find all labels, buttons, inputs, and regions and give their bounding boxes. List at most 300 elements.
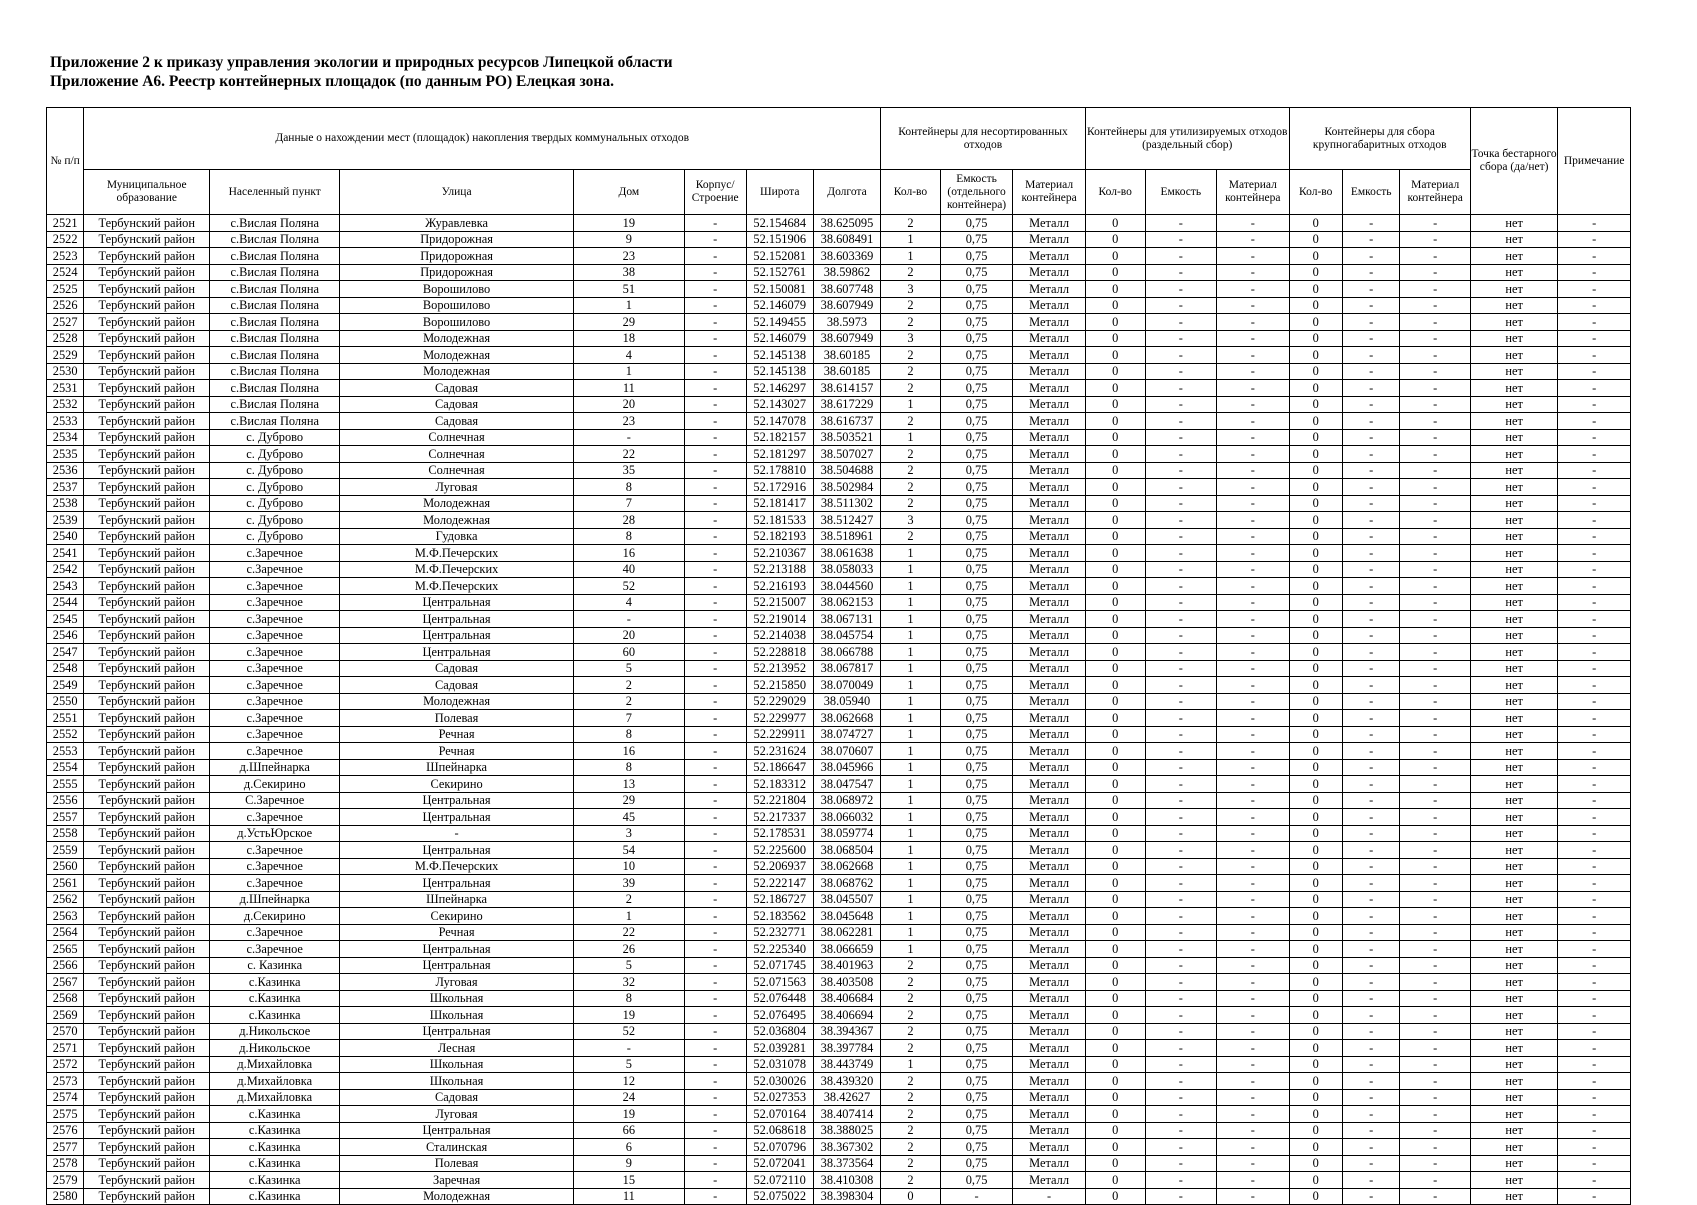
cell-street: Придорожная (340, 264, 574, 281)
cell-unsorted-material: Металл (1013, 446, 1086, 463)
cell-street: Сталинская (340, 1139, 574, 1156)
cell-municipality: Тербунский район (84, 792, 210, 809)
cell-unsorted-capacity: 0,75 (940, 941, 1013, 958)
cell-longitude: 38.512427 (813, 512, 880, 529)
cell-street: Ворошилово (340, 297, 574, 314)
cell-bagless-point: нет (1470, 611, 1557, 628)
cell-house: 23 (573, 413, 684, 430)
cell-bulky-material: - (1400, 957, 1470, 974)
cell-bagless-point: нет (1470, 990, 1557, 1007)
cell-street: Лесная (340, 1040, 574, 1057)
cell-latitude: 52.214038 (746, 627, 813, 644)
cell-separate-count: 0 (1085, 908, 1145, 925)
cell-bulky-material: - (1400, 561, 1470, 578)
cell-bagless-point: нет (1470, 281, 1557, 298)
cell-bulky-capacity: - (1342, 792, 1400, 809)
cell-municipality: Тербунский район (84, 264, 210, 281)
cell-separate-material: - (1217, 809, 1290, 826)
cell-unsorted-material: Металл (1013, 1073, 1086, 1090)
cell-row-number: 2564 (47, 924, 84, 941)
header-municipality: Муниципальное образование (84, 170, 210, 215)
cell-separate-capacity: - (1145, 776, 1216, 793)
cell-separate-material: - (1217, 957, 1290, 974)
cell-street: Шпейнарка (340, 759, 574, 776)
cell-street: Молодежная (340, 693, 574, 710)
cell-separate-material: - (1217, 429, 1290, 446)
cell-separate-material: - (1217, 924, 1290, 941)
cell-bulky-capacity: - (1342, 446, 1400, 463)
cell-unsorted-count: 2 (881, 413, 941, 430)
cell-unsorted-capacity: 0,75 (940, 792, 1013, 809)
cell-note: - (1558, 1023, 1631, 1040)
cell-bagless-point: нет (1470, 545, 1557, 562)
cell-settlement: с.Заречное (210, 660, 340, 677)
cell-note: - (1558, 974, 1631, 991)
cell-latitude: 52.217337 (746, 809, 813, 826)
cell-row-number: 2575 (47, 1106, 84, 1123)
cell-settlement: с.Заречное (210, 842, 340, 859)
cell-building: - (684, 330, 746, 347)
cell-latitude: 52.215007 (746, 594, 813, 611)
cell-unsorted-material: Металл (1013, 842, 1086, 859)
cell-unsorted-material: Металл (1013, 792, 1086, 809)
cell-building: - (684, 413, 746, 430)
cell-unsorted-capacity: 0,75 (940, 528, 1013, 545)
cell-longitude: 38.074727 (813, 726, 880, 743)
cell-longitude: 38.603369 (813, 248, 880, 265)
cell-note: - (1558, 512, 1631, 529)
cell-street: Луговая (340, 1106, 574, 1123)
cell-separate-capacity: - (1145, 396, 1216, 413)
cell-house: 20 (573, 627, 684, 644)
cell-bagless-point: нет (1470, 842, 1557, 859)
table-row (47, 347, 1631, 364)
cell-bulky-capacity: - (1342, 594, 1400, 611)
cell-unsorted-capacity: 0,75 (940, 413, 1013, 430)
cell-separate-material: - (1217, 1106, 1290, 1123)
cell-street: Полевая (340, 710, 574, 727)
cell-bulky-material: - (1400, 693, 1470, 710)
cell-unsorted-capacity: 0,75 (940, 1172, 1013, 1189)
cell-street: Центральная (340, 875, 574, 892)
cell-longitude: 38.070607 (813, 743, 880, 760)
cell-building: - (684, 314, 746, 331)
cell-bulky-capacity: - (1342, 776, 1400, 793)
cell-unsorted-material: Металл (1013, 875, 1086, 892)
cell-municipality: Тербунский район (84, 759, 210, 776)
cell-row-number: 2572 (47, 1056, 84, 1073)
cell-unsorted-count: 2 (881, 215, 941, 232)
header-bulky-capacity: Емкость (1342, 170, 1400, 215)
cell-bulky-capacity: - (1342, 264, 1400, 281)
table-row (47, 495, 1631, 512)
cell-municipality: Тербунский район (84, 875, 210, 892)
cell-municipality: Тербунский район (84, 330, 210, 347)
cell-note: - (1558, 1188, 1631, 1205)
cell-separate-count: 0 (1085, 957, 1145, 974)
cell-separate-material: - (1217, 347, 1290, 364)
cell-row-number: 2537 (47, 479, 84, 496)
cell-bulky-count: 0 (1289, 413, 1342, 430)
cell-house: 11 (573, 380, 684, 397)
cell-note: - (1558, 825, 1631, 842)
cell-unsorted-capacity: 0,75 (940, 990, 1013, 1007)
cell-unsorted-material: Металл (1013, 858, 1086, 875)
cell-house: 23 (573, 248, 684, 265)
table-row (47, 875, 1631, 892)
cell-latitude: 52.072041 (746, 1155, 813, 1172)
cell-settlement: с.Вислая Поляна (210, 396, 340, 413)
cell-street: Садовая (340, 396, 574, 413)
cell-separate-material: - (1217, 512, 1290, 529)
cell-unsorted-capacity: 0,75 (940, 462, 1013, 479)
cell-note: - (1558, 908, 1631, 925)
table-row (47, 363, 1631, 380)
cell-row-number: 2578 (47, 1155, 84, 1172)
cell-unsorted-material: Металл (1013, 1139, 1086, 1156)
cell-bulky-capacity: - (1342, 495, 1400, 512)
cell-separate-capacity: - (1145, 281, 1216, 298)
cell-separate-capacity: - (1145, 248, 1216, 265)
cell-unsorted-material: Металл (1013, 528, 1086, 545)
cell-separate-count: 0 (1085, 578, 1145, 595)
cell-bulky-material: - (1400, 627, 1470, 644)
cell-bagless-point: нет (1470, 1056, 1557, 1073)
cell-street: Школьная (340, 1073, 574, 1090)
cell-settlement: д.Михайловка (210, 1089, 340, 1106)
cell-separate-capacity: - (1145, 990, 1216, 1007)
cell-settlement: с.Заречное (210, 743, 340, 760)
cell-separate-material: - (1217, 297, 1290, 314)
header-no: № п/п (47, 108, 84, 215)
cell-settlement: с.Вислая Поляна (210, 215, 340, 232)
cell-bulky-capacity: - (1342, 231, 1400, 248)
table-row (47, 231, 1631, 248)
cell-settlement: с.Заречное (210, 594, 340, 611)
cell-unsorted-count: 2 (881, 1139, 941, 1156)
cell-building: - (684, 561, 746, 578)
cell-house: 11 (573, 1188, 684, 1205)
cell-bulky-material: - (1400, 231, 1470, 248)
cell-unsorted-capacity: 0,75 (940, 1106, 1013, 1123)
cell-latitude: 52.183562 (746, 908, 813, 925)
cell-bulky-count: 0 (1289, 809, 1342, 826)
cell-house: 32 (573, 974, 684, 991)
cell-separate-count: 0 (1085, 1007, 1145, 1024)
cell-unsorted-count: 1 (881, 842, 941, 859)
cell-separate-capacity: - (1145, 215, 1216, 232)
cell-unsorted-capacity: - (940, 1188, 1013, 1205)
cell-bulky-material: - (1400, 347, 1470, 364)
cell-separate-count: 0 (1085, 644, 1145, 661)
header-house: Дом (573, 170, 684, 215)
cell-longitude: 38.058033 (813, 561, 880, 578)
cell-house: 66 (573, 1122, 684, 1139)
cell-street: Центральная (340, 842, 574, 859)
cell-bulky-count: 0 (1289, 1073, 1342, 1090)
cell-unsorted-capacity: 0,75 (940, 743, 1013, 760)
cell-note: - (1558, 1040, 1631, 1057)
cell-bagless-point: нет (1470, 1122, 1557, 1139)
cell-separate-material: - (1217, 759, 1290, 776)
cell-municipality: Тербунский район (84, 1023, 210, 1040)
cell-building: - (684, 1089, 746, 1106)
cell-separate-count: 0 (1085, 990, 1145, 1007)
table-body (47, 215, 1631, 1205)
table-row (47, 446, 1631, 463)
cell-separate-material: - (1217, 1089, 1290, 1106)
cell-building: - (684, 446, 746, 463)
cell-row-number: 2544 (47, 594, 84, 611)
cell-separate-capacity: - (1145, 1172, 1216, 1189)
cell-bulky-capacity: - (1342, 1073, 1400, 1090)
cell-street: Молодежная (340, 512, 574, 529)
cell-municipality: Тербунский район (84, 726, 210, 743)
cell-bulky-capacity: - (1342, 380, 1400, 397)
header-longitude: Долгота (813, 170, 880, 215)
cell-bagless-point: нет (1470, 660, 1557, 677)
table-row (47, 660, 1631, 677)
cell-latitude: 52.147078 (746, 413, 813, 430)
cell-unsorted-material: Металл (1013, 677, 1086, 694)
cell-bulky-capacity: - (1342, 941, 1400, 958)
cell-latitude: 52.182193 (746, 528, 813, 545)
cell-note: - (1558, 792, 1631, 809)
cell-bulky-material: - (1400, 330, 1470, 347)
cell-bulky-count: 0 (1289, 743, 1342, 760)
cell-bulky-capacity: - (1342, 561, 1400, 578)
cell-separate-capacity: - (1145, 644, 1216, 661)
cell-longitude: 38.367302 (813, 1139, 880, 1156)
cell-street: Центральная (340, 1023, 574, 1040)
cell-settlement: д.УстьЮрское (210, 825, 340, 842)
table-row (47, 512, 1631, 529)
cell-separate-material: - (1217, 561, 1290, 578)
cell-row-number: 2568 (47, 990, 84, 1007)
cell-longitude: 38.443749 (813, 1056, 880, 1073)
table-row (47, 726, 1631, 743)
table-row (47, 429, 1631, 446)
cell-settlement: д.Шпейнарка (210, 891, 340, 908)
cell-separate-material: - (1217, 578, 1290, 595)
cell-unsorted-count: 1 (881, 759, 941, 776)
cell-bulky-material: - (1400, 858, 1470, 875)
cell-bulky-material: - (1400, 825, 1470, 842)
cell-house: 1 (573, 363, 684, 380)
cell-bagless-point: нет (1470, 1089, 1557, 1106)
cell-unsorted-capacity: 0,75 (940, 297, 1013, 314)
table-row (47, 545, 1631, 562)
cell-building: - (684, 1188, 746, 1205)
cell-separate-count: 0 (1085, 677, 1145, 694)
cell-row-number: 2573 (47, 1073, 84, 1090)
cell-unsorted-material: Металл (1013, 380, 1086, 397)
cell-bulky-material: - (1400, 1139, 1470, 1156)
cell-unsorted-capacity: 0,75 (940, 231, 1013, 248)
cell-street: Придорожная (340, 231, 574, 248)
cell-street: Луговая (340, 479, 574, 496)
cell-unsorted-count: 1 (881, 644, 941, 661)
cell-longitude: 38.05940 (813, 693, 880, 710)
table-row (47, 1073, 1631, 1090)
cell-separate-count: 0 (1085, 726, 1145, 743)
cell-bagless-point: нет (1470, 644, 1557, 661)
cell-bagless-point: нет (1470, 957, 1557, 974)
cell-note: - (1558, 578, 1631, 595)
cell-bulky-capacity: - (1342, 1172, 1400, 1189)
cell-separate-material: - (1217, 264, 1290, 281)
cell-unsorted-count: 1 (881, 710, 941, 727)
cell-street: Центральная (340, 594, 574, 611)
cell-separate-material: - (1217, 627, 1290, 644)
cell-bulky-capacity: - (1342, 528, 1400, 545)
cell-bulky-count: 0 (1289, 710, 1342, 727)
cell-house: 28 (573, 512, 684, 529)
cell-separate-capacity: - (1145, 710, 1216, 727)
cell-separate-material: - (1217, 792, 1290, 809)
cell-unsorted-count: 1 (881, 627, 941, 644)
cell-building: - (684, 462, 746, 479)
cell-unsorted-count: 1 (881, 908, 941, 925)
cell-separate-count: 0 (1085, 264, 1145, 281)
cell-longitude: 38.070049 (813, 677, 880, 694)
cell-house: 8 (573, 528, 684, 545)
cell-bulky-material: - (1400, 297, 1470, 314)
cell-bulky-count: 0 (1289, 1139, 1342, 1156)
cell-bulky-material: - (1400, 644, 1470, 661)
cell-settlement: с.Казинка (210, 990, 340, 1007)
cell-bulky-material: - (1400, 248, 1470, 265)
cell-latitude: 52.075022 (746, 1188, 813, 1205)
cell-row-number: 2531 (47, 380, 84, 397)
cell-separate-material: - (1217, 974, 1290, 991)
cell-municipality: Тербунский район (84, 957, 210, 974)
cell-bulky-count: 0 (1289, 380, 1342, 397)
cell-latitude: 52.076448 (746, 990, 813, 1007)
cell-bulky-capacity: - (1342, 842, 1400, 859)
cell-unsorted-capacity: 0,75 (940, 891, 1013, 908)
cell-separate-count: 0 (1085, 479, 1145, 496)
cell-settlement: с.Казинка (210, 1122, 340, 1139)
table-row (47, 1007, 1631, 1024)
cell-house: 29 (573, 314, 684, 331)
cell-bulky-count: 0 (1289, 726, 1342, 743)
cell-municipality: Тербунский район (84, 1188, 210, 1205)
cell-longitude: 38.59862 (813, 264, 880, 281)
cell-unsorted-material: Металл (1013, 776, 1086, 793)
cell-separate-material: - (1217, 1056, 1290, 1073)
cell-bulky-count: 0 (1289, 1172, 1342, 1189)
cell-street: Школьная (340, 990, 574, 1007)
cell-separate-material: - (1217, 231, 1290, 248)
cell-bulky-material: - (1400, 974, 1470, 991)
cell-settlement: с.Вислая Поляна (210, 314, 340, 331)
header-note: Примечание (1558, 108, 1631, 215)
cell-row-number: 2523 (47, 248, 84, 265)
cell-municipality: Тербунский район (84, 561, 210, 578)
cell-row-number: 2529 (47, 347, 84, 364)
cell-row-number: 2532 (47, 396, 84, 413)
cell-unsorted-count: 2 (881, 462, 941, 479)
cell-settlement: с.Заречное (210, 858, 340, 875)
cell-note: - (1558, 858, 1631, 875)
cell-house: 39 (573, 875, 684, 892)
cell-bulky-capacity: - (1342, 710, 1400, 727)
cell-separate-capacity: - (1145, 347, 1216, 364)
cell-settlement: С.Заречное (210, 792, 340, 809)
cell-bulky-capacity: - (1342, 908, 1400, 925)
cell-separate-capacity: - (1145, 1106, 1216, 1123)
cell-separate-count: 0 (1085, 924, 1145, 941)
cell-settlement: с.Заречное (210, 578, 340, 595)
cell-street: Центральная (340, 792, 574, 809)
cell-unsorted-capacity: 0,75 (940, 594, 1013, 611)
cell-bagless-point: нет (1470, 677, 1557, 694)
cell-house: 7 (573, 710, 684, 727)
cell-bulky-capacity: - (1342, 693, 1400, 710)
table-row (47, 941, 1631, 958)
cell-settlement: с.Казинка (210, 1139, 340, 1156)
cell-bulky-count: 0 (1289, 1122, 1342, 1139)
cell-separate-count: 0 (1085, 594, 1145, 611)
cell-separate-capacity: - (1145, 297, 1216, 314)
cell-unsorted-capacity: 0,75 (940, 248, 1013, 265)
cell-unsorted-count: 1 (881, 693, 941, 710)
cell-street: Гудовка (340, 528, 574, 545)
cell-row-number: 2527 (47, 314, 84, 331)
cell-note: - (1558, 957, 1631, 974)
cell-separate-count: 0 (1085, 1188, 1145, 1205)
cell-separate-capacity: - (1145, 627, 1216, 644)
cell-municipality: Тербунский район (84, 1089, 210, 1106)
table-row (47, 1122, 1631, 1139)
cell-unsorted-material: Металл (1013, 809, 1086, 826)
cell-separate-capacity: - (1145, 1155, 1216, 1172)
cell-latitude: 52.222147 (746, 875, 813, 892)
cell-note: - (1558, 941, 1631, 958)
cell-bulky-count: 0 (1289, 281, 1342, 298)
cell-separate-count: 0 (1085, 611, 1145, 628)
cell-unsorted-count: 2 (881, 1040, 941, 1057)
cell-bulky-capacity: - (1342, 611, 1400, 628)
cell-latitude: 52.146079 (746, 297, 813, 314)
cell-building: - (684, 1040, 746, 1057)
cell-separate-count: 0 (1085, 297, 1145, 314)
cell-note: - (1558, 891, 1631, 908)
cell-row-number: 2566 (47, 957, 84, 974)
cell-separate-material: - (1217, 248, 1290, 265)
cell-bulky-capacity: - (1342, 314, 1400, 331)
cell-bagless-point: нет (1470, 858, 1557, 875)
cell-house: 4 (573, 594, 684, 611)
cell-separate-count: 0 (1085, 842, 1145, 859)
cell-row-number: 2562 (47, 891, 84, 908)
cell-bulky-capacity: - (1342, 215, 1400, 232)
cell-bagless-point: нет (1470, 297, 1557, 314)
cell-unsorted-count: 2 (881, 974, 941, 991)
table-row (47, 215, 1631, 232)
table-row (47, 710, 1631, 727)
cell-unsorted-material: Металл (1013, 248, 1086, 265)
cell-unsorted-count: 2 (881, 1007, 941, 1024)
cell-bulky-count: 0 (1289, 429, 1342, 446)
cell-separate-capacity: - (1145, 941, 1216, 958)
cell-street: Молодежная (340, 495, 574, 512)
cell-bagless-point: нет (1470, 248, 1557, 265)
cell-street: Садовая (340, 660, 574, 677)
cell-settlement: с.Вислая Поляна (210, 380, 340, 397)
table-row (47, 743, 1631, 760)
